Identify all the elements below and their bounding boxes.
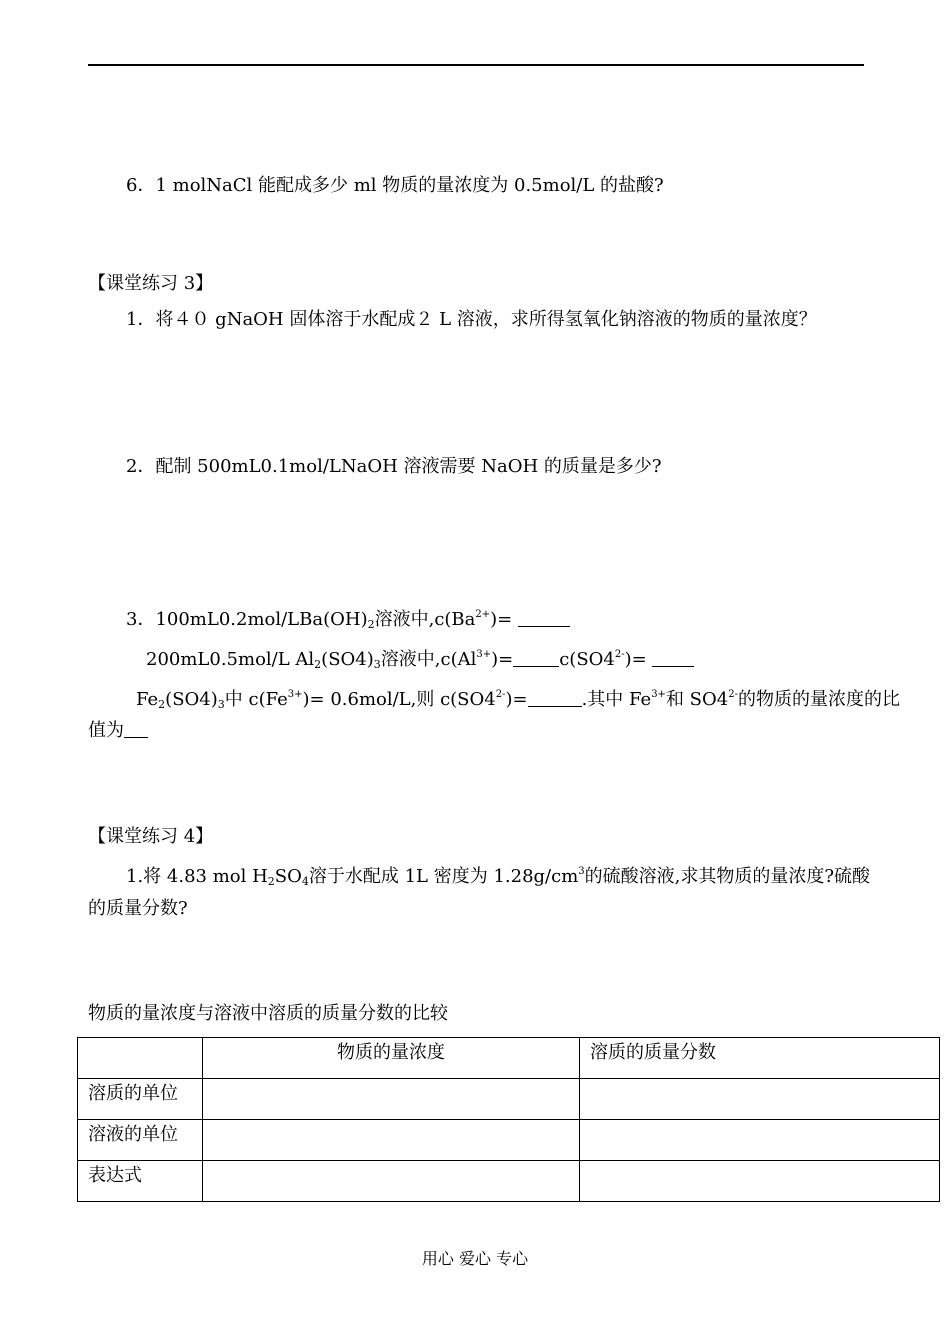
table-row-label: 表达式 bbox=[78, 1161, 203, 1202]
table-header-cell bbox=[78, 1038, 203, 1079]
exercise-3-heading: 【课堂练习 3】 bbox=[88, 273, 214, 294]
exercise-3-question-3-line-3: $Fe_2(SO4)_3$中 $c(Fe^{3+})= 0.6mol/L$,则 $c(SO4^{2-})=$ .其中 $Fe^{3+}$和 $SO4^{2-}$的物质的量浓度的比 bbox=[136, 689, 900, 711]
exercise-4-question-1-line-2: 的质量分数? bbox=[88, 898, 188, 919]
table-row-label: 溶质的单位 bbox=[78, 1079, 203, 1120]
table-cell[interactable] bbox=[580, 1120, 940, 1161]
question-number: 6． bbox=[126, 175, 156, 196]
table-row-label: 溶液的单位 bbox=[78, 1120, 203, 1161]
exercise-4-question-1: 1.将 4.83 mol $H_2SO_4$溶于水配成 1L 密度为 $1.28g/cm^3$的硫酸溶液,求其物质的量浓度?硫酸 bbox=[126, 866, 871, 888]
table-header-cell: 物质的量浓度 bbox=[203, 1038, 580, 1079]
exercise-3-question-2 bbox=[126, 455, 662, 479]
table-cell[interactable] bbox=[580, 1161, 940, 1202]
table-cell[interactable] bbox=[580, 1079, 940, 1120]
table-header-row bbox=[78, 1038, 940, 1079]
comparison-table bbox=[77, 1037, 940, 1202]
question-text: 1 molNaCl 能配成多少 ml 物质的量浓度为 0.5mol/L 的盐酸? bbox=[155, 175, 664, 196]
question-text: 配制 500mL0.1mol/LNaOH 溶液需要 NaOH 的质量是多少? bbox=[155, 456, 662, 477]
answer-blank[interactable] bbox=[518, 608, 570, 627]
table-row bbox=[78, 1120, 940, 1161]
answer-blank[interactable] bbox=[652, 648, 694, 667]
question-number: 1． bbox=[126, 309, 156, 330]
question-number: 2． bbox=[126, 456, 156, 477]
exercise-3-question-3-line-4: 值为 bbox=[88, 719, 148, 743]
answer-blank[interactable] bbox=[124, 719, 148, 738]
question-6 bbox=[126, 174, 664, 198]
table-cell[interactable] bbox=[203, 1120, 580, 1161]
comparison-title: 物质的量浓度与溶液中溶质的质量分数的比较 bbox=[88, 1003, 448, 1024]
table-header-cell: 溶质的质量分数 bbox=[580, 1038, 940, 1079]
table-row bbox=[78, 1161, 940, 1202]
table-cell[interactable] bbox=[203, 1079, 580, 1120]
answer-blank[interactable] bbox=[528, 688, 582, 707]
exercise-3-question-3-line-1: 3．$100mL0.2mol/LBa(OH)_2$溶液中$,c(Ba^{2+})=$ bbox=[126, 603, 570, 637]
exercise-3-question-3-line-2: 200mL0.5mol/L $Al_2(SO4)_3$溶液中$,c(Al^{3+})= c(SO4^{2-})=$ bbox=[146, 643, 694, 677]
answer-blank[interactable] bbox=[513, 648, 559, 667]
header-rule bbox=[88, 64, 864, 66]
page-footer: 用心 爱心 专心 bbox=[421, 1249, 529, 1268]
table-cell[interactable] bbox=[203, 1161, 580, 1202]
exercise-4-heading: 【课堂练习 4】 bbox=[88, 826, 214, 847]
question-text: 将４０ gNaOH 固体溶于水配成２ L 溶液，求所得氢氧化钠溶液的物质的量浓度？ bbox=[155, 309, 817, 330]
exercise-3-question-1 bbox=[126, 308, 817, 332]
table-row bbox=[78, 1079, 940, 1120]
